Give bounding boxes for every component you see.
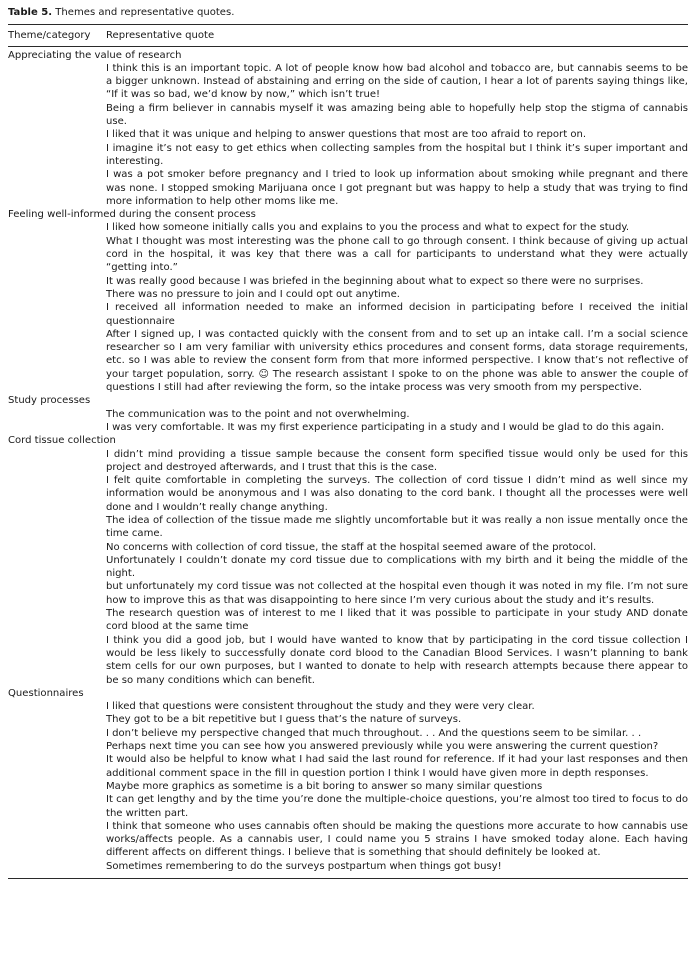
bottom-rule	[8, 878, 688, 879]
representative-quote: After I signed up, I was contacted quickly with the consent from and to set up an intake call. I’m a social science researcher so I am very familiar with university ethics procedures and consent forms, data storage requirements, etc. so I was able to review the consent form from that more informed perspective. I know that’s not reflective of your target population, sorry. ☺ The research assistant I spoke to on the phone was able to answer the couple of questions I still had after reviewing the form, so the intake process was very smooth from my perspective.	[106, 328, 688, 394]
header-theme: Theme/category	[8, 30, 91, 42]
representative-quote: There was no pressure to join and I could opt out anytime.	[106, 288, 400, 300]
representative-quote: I think that someone who uses cannabis often should be making the questions more accurate to how cannabis use works/affects people. As a cannabis user, I could name you 5 strains I have smoked today alone. Each having different affects on different things. I believe that is something that should definitely be looked at.	[106, 820, 688, 859]
representative-quote: but unfortunately my cord tissue was not collected at the hospital even though it was noted in my file. I’m not sure how to improve this as that was disappointing to here since I’m very curious about the study and it’s results.	[106, 581, 688, 606]
representative-quote: The communication was to the point and not overwhelming.	[106, 408, 410, 420]
representative-quote: I didn’t mind providing a tissue sample because the consent form specified tissue would only be used for this project and destroyed afterwards, and I trust that this is the case.	[106, 448, 688, 473]
theme-category: Appreciating the value of research	[8, 49, 182, 61]
table-header	[8, 25, 688, 45]
representative-quote: I liked how someone initially calls you and explains to you the process and what to expect for the study.	[106, 222, 630, 234]
representative-quote: Unfortunately I couldn’t donate my cord tissue due to complications with my birth and it being the middle of the night.	[106, 554, 688, 580]
representative-quote: I was very comfortable. It was my first experience participating in a study and I would be glad to do this again.	[106, 421, 665, 433]
representative-quote: I think this is an important topic. A lot of people know how bad alcohol and tobacco are, but cannabis seems to be a bigger unknown. Instead of abstaining and erring on the side of caution, I hear a lot of parents saying things like, “If it was so bad, we’d know by now,” which isn’t true!	[106, 62, 688, 101]
header-quote: Representative quote	[106, 30, 215, 42]
representative-quote: Being a firm believer in cannabis myself it was amazing being able to hopefully help stop the stigma of cannabis use.	[106, 102, 688, 128]
representative-quote: I liked that it was unique and helping to answer questions that most are too afraid to report on.	[106, 129, 587, 141]
representative-quote: I liked that questions were consistent throughout the study and they were very clear.	[106, 701, 535, 713]
representative-quote: It can get lengthy and by the time you’re done the multiple-choice questions, you’re almost too tired to focus to do the written part.	[106, 794, 688, 819]
theme-category: Feeling well-informed during the consent process	[8, 209, 256, 221]
representative-quote: No concerns with collection of cord tissue, the staff at the hospital seemed aware of the protocol.	[106, 541, 597, 553]
representative-quote: I felt quite comfortable in completing the surveys. The collection of cord tissue I didn’t mind as well since my information would be anonymous and I was also donating to the cord bank. I thought all the processes were well done and I wouldn’t really change anything.	[106, 475, 688, 513]
representative-quote: The idea of collection of the tissue made me slightly uncomfortable but it was really a non issue mentally once the time came.	[106, 514, 688, 540]
representative-quote: Perhaps next time you can see how you answered previously while you were answering the current question?	[106, 741, 659, 753]
table-label: Table 5.	[8, 7, 53, 18]
representative-quote: Maybe more graphics as sometime is a bit boring to answer so many similar questions	[106, 780, 543, 792]
representative-quote: I received all information needed to make an informed decision in participating before I received the initial questionnaire	[106, 302, 688, 327]
representative-quote: It would also be helpful to know what I had said the last round for reference. If it had your last responses and then additional comment space in the fill in question portion I think I would have given more in depth responses.	[106, 754, 688, 779]
representative-quote: I was a pot smoker before pregnancy and I tried to look up information about smoking while pregnant and there was none. I stopped smoking Marijuana once I got pregnant but was happy to help a study that was trying to find more information to help other moms like me.	[106, 169, 688, 207]
representative-quote: What I thought was most interesting was the phone call to go through consent. I think because of giving up actual cord in the hospital, it was key that there was a call for participants to understand what they were actually “getting into.”	[106, 235, 688, 274]
table-body	[8, 47, 688, 873]
representative-quote: Sometimes remembering to do the surveys postpartum when things got busy!	[106, 860, 502, 872]
representative-quote: I don’t believe my perspective changed that much throughout. . . And the questions seem to be similar. . .	[106, 727, 642, 739]
theme-category: Questionnaires	[8, 687, 84, 699]
representative-quote: I imagine it’s not easy to get ethics when collecting samples from the hospital but I think it’s super important and interesting.	[106, 142, 688, 167]
representative-quote: The research question was of interest to me I liked that it was possible to participate in your study AND donate cord blood at the same time	[106, 608, 688, 633]
theme-category: Study processes	[8, 395, 91, 407]
representative-quote: They got to be a bit repetitive but I guess that’s the nature of surveys.	[106, 714, 462, 726]
representative-quote: I think you did a good job, but I would have wanted to know that by participating in the cord tissue collection I would be less likely to successfully donate cord blood to the Canadian Blood Services. I wasn’t planning to bank stem cells for our own purposes, but I wanted to donate to help with research attempts because there appear to be so many conditions which can benefit.	[106, 634, 688, 686]
representative-quote: It was really good because I was briefed in the beginning about what to expect so there were no surprises.	[106, 275, 644, 287]
table-caption	[8, 6, 688, 19]
table-caption-text: Themes and representative quotes.	[55, 7, 235, 18]
theme-category: Cord tissue collection	[8, 435, 116, 447]
